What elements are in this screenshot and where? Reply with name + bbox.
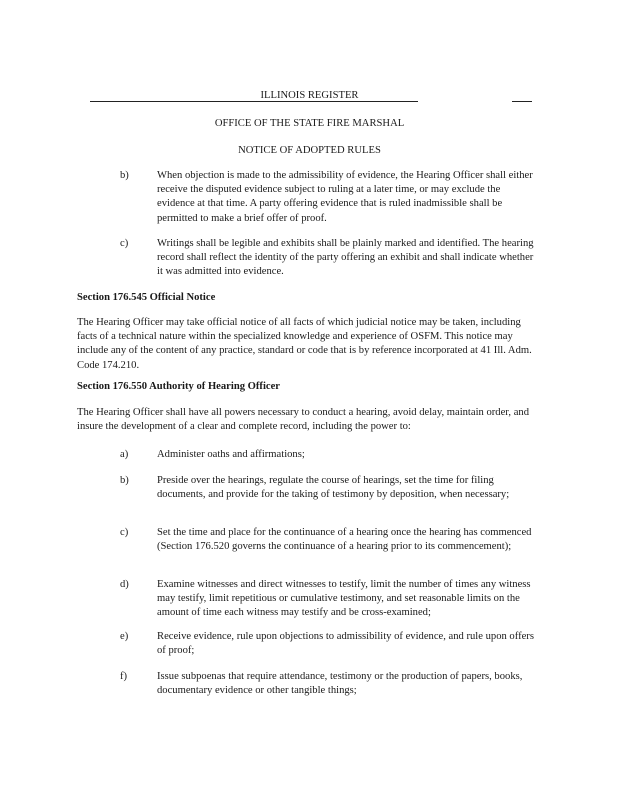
item-text: Examine witnesses and direct witnesses to testify, limit the number of times any witness may testify, limit repetitious or cumulative testimony, and set reasonable limits on the amount of time each witness may testify and be cross-examined;	[157, 579, 531, 619]
register-title: ILLINOIS REGISTER	[260, 90, 359, 101]
section-545-body: The Hearing Officer may take official notice of all facts of which judicial notice may be taken, including facts of a technical nature within the specialized knowledge and experience of OSFM. This notice may include any of the content of any practice, standard or code that is by reference incorporated at 41 Ill. Adm. Code 174.210.	[77, 317, 532, 371]
item-text: Administer oaths and affirmations;	[157, 449, 305, 460]
section-545-heading: Section 176.545 Official Notice	[77, 292, 216, 303]
section-550-intro: The Hearing Officer shall have all powers necessary to conduct a hearing, avoid delay, maintain order, and insure the development of a clear and complete record, including the power to:	[77, 407, 529, 433]
item-text: Issue subpoenas that require attendance, testimony or the production of papers, books, documentary evidence or other tangible things;	[157, 671, 523, 697]
item-label: f)	[120, 671, 128, 682]
item-label: c)	[120, 527, 129, 538]
office-title: OFFICE OF THE STATE FIRE MARSHAL	[214, 118, 405, 129]
section-550-heading: Section 176.550 Authority of Hearing Officer	[77, 381, 281, 392]
item-text: Preside over the hearings, regulate the course of hearings, set the time for filing documents, and provide for the taking of testimony by deposition, when necessary;	[157, 475, 510, 501]
item-text: When objection is made to the admissibility of evidence, the Hearing Officer shall either receive the disputed evidence subject to ruling at a later time, or may exclude the evidence at that time. A party offering evidence that is ruled inadmissible shall be permitted to make a brief offer of proof.	[157, 170, 533, 224]
item-label: d)	[120, 579, 129, 590]
item-text: Set the time and place for the continuance of a hearing once the hearing has commenced (Section 176.520 governs the continuance of a hearing prior to its commencement);	[157, 527, 532, 553]
notice-title: NOTICE OF ADOPTED RULES	[238, 145, 381, 156]
item-label: c)	[120, 238, 129, 249]
item-text: Writings shall be legible and exhibits shall be plainly marked and identified. The hearing record shall reflect the identity of the party offering an exhibit and shall indicate whether it was admitted into evidence.	[157, 238, 534, 278]
item-label: b)	[120, 170, 129, 181]
item-label: b)	[120, 475, 129, 486]
item-text: Receive evidence, rule upon objections to admissibility of evidence, and rule upon offers of proof;	[157, 631, 534, 657]
item-label: a)	[120, 449, 129, 460]
item-label: e)	[120, 631, 129, 642]
